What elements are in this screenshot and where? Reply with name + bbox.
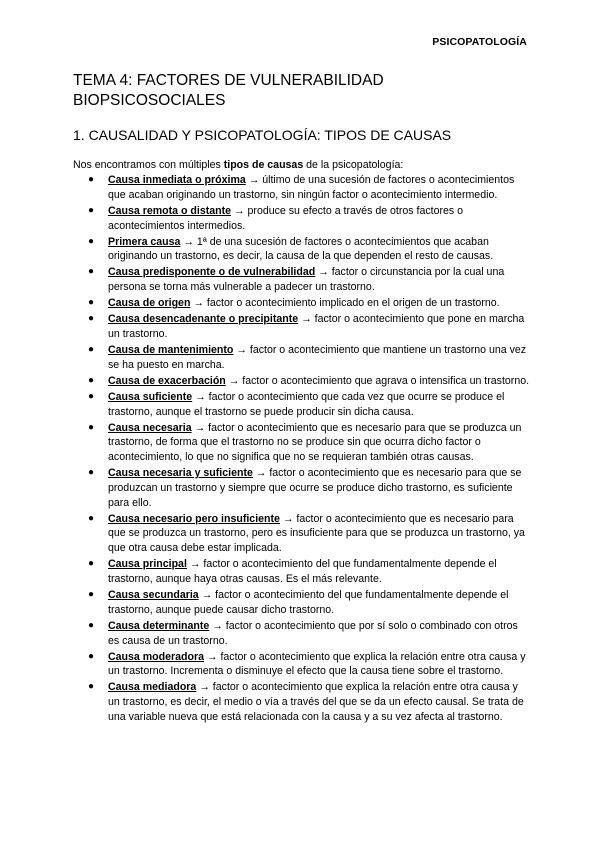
bullet-icon: ● [88,681,95,693]
document-header: PSICOPATOLOGÍA [432,36,527,48]
cause-term: Causa necesaria [108,421,192,434]
list-item [73,650,531,679]
bullet-icon: ● [88,619,95,631]
cause-term: Causa de origen [108,297,191,310]
bullet-icon: ● [88,374,95,386]
list-item [73,466,531,510]
cause-description: → produce su efecto a través de otros factores o acontecimientos intermedios. [108,204,464,232]
cause-term: Causa de exacerbación [108,374,226,387]
bullet-icon: ● [88,467,95,479]
cause-term: Causa principal [108,558,187,571]
list-item [73,296,531,311]
page-title: TEMA 4: FACTORES DE VULNERABILIDAD BIOPSICOSOCIALES [73,72,384,109]
cause-description: → factor o acontecimiento que cada vez que ocurre se produce el trastorno, aunque el trastorno se puede producir sin dicha causa. [108,390,505,418]
cause-description: → factor o acontecimiento que es necesario para que se produzca un trastorno, de forma que el trastorno no se produce sin que ocurra dicho factor o acontecimiento, lo que no significa que no se requieran también otras causas. [108,421,522,464]
cause-description: → factor o acontecimiento que explica la relación entre otra causa y un trastorno, es decir, el medio o vía a través del que se da un efecto causal. Se trata de una variable nueva que está relacionada con la causa y a su vez afecta al trastorno. [108,681,524,723]
intro-paragraph [73,158,403,173]
list-item [73,512,531,556]
intro-text-before: Nos encontramos con múltiples [73,159,224,171]
list-item [73,265,531,294]
bullet-icon: ● [88,650,95,662]
cause-term: Causa moderadora [108,650,204,663]
cause-description: → factor o circunstancia por la cual una persona se torna más vulnerable a padecer un trastorno. [108,266,505,294]
list-item [73,421,531,465]
list-item [73,619,531,648]
cause-description: → factor o acontecimiento implicado en el origen de un trastorno. [190,297,500,310]
cause-term: Causa suficiente [108,390,193,403]
cause-description: → factor o acontecimiento del que fundamentalmente depende el trastorno, aunque puede causar dicho trastorno. [108,589,509,616]
causes-list [73,173,531,726]
bullet-icon: ● [88,421,95,433]
cause-term: Causa determinante [108,619,210,632]
list-item [73,680,531,724]
bullet-icon: ● [88,297,95,309]
cause-term: Causa de mantenimiento [108,344,234,357]
list-item [73,343,531,372]
section-title: 1. CAUSALIDAD Y PSICOPATOLOGÍA: TIPOS DE CAUSAS [73,127,452,143]
cause-term: Primera causa [108,235,181,248]
list-item [73,312,531,341]
cause-term: Causa secundaria [108,589,199,602]
cause-description: → factor o acontecimiento que pone en marcha un trastorno. [108,313,525,340]
bullet-icon: ● [88,235,95,247]
bullet-icon: ● [88,174,95,185]
cause-term: Causa predisponente o de vulnerabilidad [108,266,316,279]
bullet-icon: ● [88,390,95,402]
list-item [73,588,531,617]
cause-description: → factor o acontecimiento que es necesario para que se produzca un trastorno, pero es insuficiente para que se produzca un trastorno, ya que otra causa debe estar implicada. [108,512,525,555]
list-item [73,557,531,586]
list-item [73,173,531,202]
cause-term: Causa desencadenante o precipitante [108,313,299,326]
cause-description: → 1ª de una sucesión de factores o acontecimientos que acaban originando un trastorno, es decir, la causa de la que dependen el resto de causas. [108,235,494,263]
list-item [73,204,531,233]
list-item [73,235,531,264]
intro-bold-text: tipos de causas [223,159,304,171]
list-item [73,390,531,419]
bullet-icon: ● [88,313,95,325]
bullet-icon: ● [88,266,95,278]
bullet-icon: ● [88,589,95,601]
cause-term: Causa necesaria y suficiente [108,467,253,480]
cause-description: → factor o acontecimiento que mantiene un trastorno una vez se ha puesto en marcha. [108,344,527,371]
bullet-icon: ● [88,204,95,216]
cause-description: → factor o acontecimiento que agrava o intensifica un trastorno. [225,374,530,387]
cause-description: → último de una sucesión de factores o acontecimientos que acaban originando un trastorno, sin ningún factor o acontecimiento intermedio. [108,174,515,201]
cause-description: → factor o acontecimiento que es necesario para que se produzcan un trastorno y siempre que ocurre se produce dicho trastorno, es suficiente para ello. [108,467,522,509]
cause-description: → factor o acontecimiento del que fundamentalmente depende el trastorno, aunque haya otras causas. Es el más relevante. [108,558,497,585]
cause-term: Causa mediadora [108,681,197,694]
bullet-icon: ● [88,558,95,570]
cause-term: Causa remota o distante [108,204,232,217]
cause-term: Causa inmediata o próxima [108,174,246,186]
list-item [73,374,531,389]
cause-term: Causa necesario pero insuficiente [108,512,280,525]
intro-text-after: de la psicopatología: [303,159,404,171]
cause-description: → factor o acontecimiento que por sí solo o combinado con otros es causa de un trastorno. [108,619,518,647]
bullet-icon: ● [88,344,95,356]
bullet-icon: ● [88,512,95,524]
cause-description: → factor o acontecimiento que explica la relación entre otra causa y un trastorno. Incrementa o disminuye el efecto que la causa tiene sobre el trastorno. [108,650,526,678]
